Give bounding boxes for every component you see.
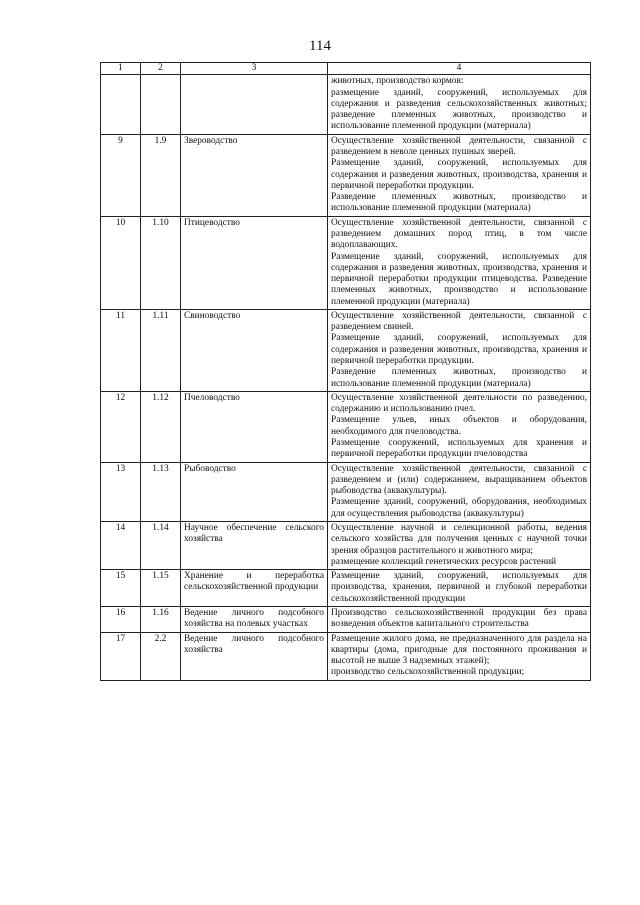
page-number: 114 xyxy=(309,38,331,54)
description-cell xyxy=(328,606,591,632)
row-number-cell: 16 xyxy=(101,606,141,632)
description-paragraph: Размещение жилого дома, не предназначенного для раздела на квартиры (дома, пригодные для постоянного проживания и высотой не выше 3 надземных этажей); xyxy=(331,633,587,667)
code-cell: 1.9 xyxy=(141,134,181,216)
header-cell-2: 2 xyxy=(141,63,181,75)
description-paragraph: Осуществление научной и селекционной работы, ведения сельского хозяйства для получения ценных с научной точки зрения образцов растительного и животного мира; xyxy=(331,522,587,556)
description-paragraph: Разведение племенных животных, производство и использование племенной продукции (материала) xyxy=(331,367,587,389)
table-row xyxy=(101,75,591,134)
table-row xyxy=(101,391,591,462)
description-paragraph: Производство сельскохозяйственной продукции без права возведения объектов капитального строительства xyxy=(331,607,587,630)
use-name-cell: Ведение личного подсобного хозяйства xyxy=(181,632,328,680)
row-number-cell: 15 xyxy=(101,570,141,607)
table-row xyxy=(101,521,591,569)
description-paragraph: Осуществление хозяйственной деятельности, связанной с разведением свиней. xyxy=(331,310,587,333)
land-use-table xyxy=(100,62,591,681)
table-row xyxy=(101,462,591,521)
code-cell: 1.14 xyxy=(141,521,181,569)
description-cell xyxy=(328,75,591,134)
table-row xyxy=(101,134,591,216)
row-number-cell xyxy=(101,75,141,134)
description-paragraph: животных, производство кормов: xyxy=(331,76,464,87)
use-name-cell: Птицеводство xyxy=(181,216,328,309)
description-paragraph: Осуществление хозяйственной деятельности, связанной с разведением и (или) содержанием, выращиванием объектов рыбоводства (аквакультуры). xyxy=(331,463,587,497)
table-row xyxy=(101,309,591,391)
use-name-cell: Рыбоводство xyxy=(181,462,328,521)
header-cell-3: 3 xyxy=(181,63,328,75)
code-cell: 1.10 xyxy=(141,216,181,309)
description-cell xyxy=(328,309,591,391)
header-cell-4: 4 xyxy=(328,63,591,75)
code-cell xyxy=(141,75,181,134)
description-paragraph: Размещение ульев, иных объектов и оборудования, необходимого для пчеловодства. xyxy=(331,415,587,437)
table-row xyxy=(101,606,591,632)
description-paragraph: Размещение зданий, сооружений, используемых для содержания и разведения животных, производства, хранения и первичной переработки продукции. xyxy=(331,158,587,191)
code-cell: 2.2 xyxy=(141,632,181,680)
description-paragraph: Осуществление хозяйственной деятельности по разведению, содержанию и использованию пчел. xyxy=(331,392,587,415)
table-row xyxy=(101,570,591,607)
description-paragraph: размещение коллекций генетических ресурсов растений xyxy=(331,556,557,567)
description-paragraph: Размещение сооружений, используемых для хранения и первичной переработки продукции пчеловодства xyxy=(331,438,587,460)
use-name-cell: Научное обеспечение сельского хозяйства xyxy=(181,521,328,569)
use-name-cell: Пчеловодство xyxy=(181,391,328,462)
code-cell: 1.16 xyxy=(141,606,181,632)
description-paragraph: производство сельскохозяйственной продукции; xyxy=(331,667,525,678)
description-paragraph: Осуществление хозяйственной деятельности, связанной с разведением в неволе ценных пушных зверей. xyxy=(331,135,587,157)
description-cell xyxy=(328,632,591,680)
row-number-cell: 13 xyxy=(101,462,141,521)
row-number-cell: 17 xyxy=(101,632,141,680)
description-paragraph: Разведение племенных животных, производство и использование племенной продукции (материала) xyxy=(331,192,587,214)
use-name-cell: Свиноводство xyxy=(181,309,328,391)
description-paragraph: Размещение зданий, сооружений, используемых для содержания и разведения животных, производства, хранения и первичной переработки продукции. xyxy=(331,333,587,367)
description-paragraph: Осуществление хозяйственной деятельности, связанной с разведением домашних пород птиц, в том числе водоплавающих. xyxy=(331,217,587,251)
description-paragraph: Размещение зданий, сооружений, используемых для содержания и разведения животных, производства, хранения и первичной переработки продукции птицеводства. Разведение племенных животных, производство и использование племенной продукции (материала) xyxy=(331,251,587,307)
description-cell xyxy=(328,570,591,607)
table-header-row xyxy=(101,63,591,75)
use-name-cell xyxy=(181,75,328,134)
row-number-cell: 9 xyxy=(101,134,141,216)
row-number-cell: 11 xyxy=(101,309,141,391)
description-paragraph: Размещение зданий, сооружений, используемых для производства, хранения, первичной и глубокой переработки сельскохозяйственной продукции xyxy=(331,571,587,604)
use-name-cell: Звероводство xyxy=(181,134,328,216)
row-number-cell: 14 xyxy=(101,521,141,569)
use-name-cell: Хранение и переработка сельскохозяйственной продукции xyxy=(181,570,328,607)
header-cell-1: 1 xyxy=(101,63,141,75)
description-paragraph: размещение зданий, сооружений, используемых для содержания и разведения сельскохозяйственных животных; разведение племенных животных, производство и использование племенной продукции (материала) xyxy=(331,87,587,132)
row-number-cell: 12 xyxy=(101,391,141,462)
code-cell: 1.11 xyxy=(141,309,181,391)
code-cell: 1.13 xyxy=(141,462,181,521)
description-cell xyxy=(328,521,591,569)
description-paragraph: Размещение зданий, сооружений, оборудования, необходимых для осуществления рыбоводства (аквакультуры) xyxy=(331,497,587,519)
description-cell xyxy=(328,134,591,216)
table-row xyxy=(101,216,591,309)
code-cell: 1.12 xyxy=(141,391,181,462)
row-number-cell: 10 xyxy=(101,216,141,309)
description-cell xyxy=(328,391,591,462)
description-cell xyxy=(328,216,591,309)
use-name-cell: Ведение личного подсобного хозяйства на полевых участках xyxy=(181,606,328,632)
code-cell: 1.15 xyxy=(141,570,181,607)
table-row xyxy=(101,632,591,680)
description-cell xyxy=(328,462,591,521)
